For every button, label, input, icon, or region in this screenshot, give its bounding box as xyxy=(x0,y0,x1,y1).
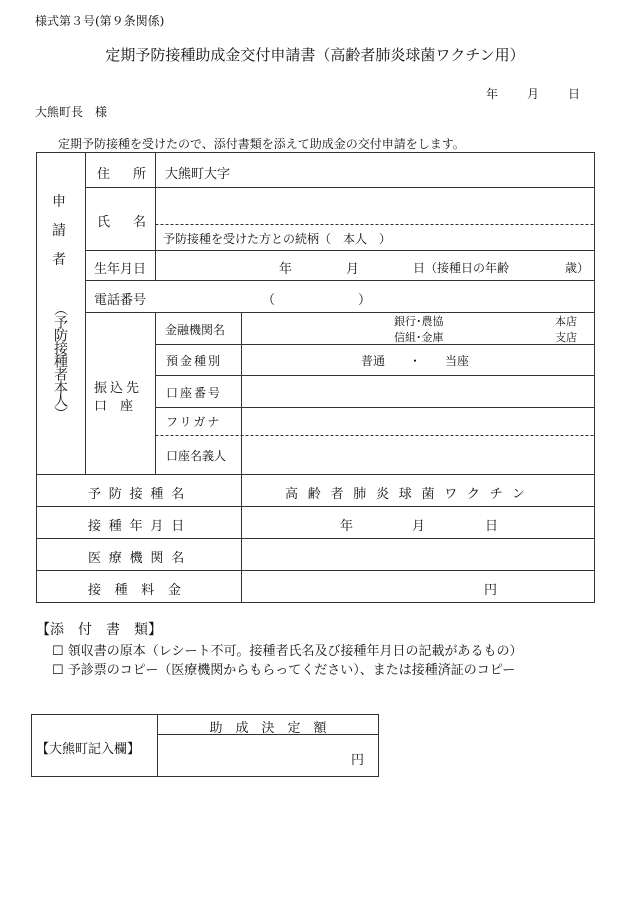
office-label: 【大熊町記入欄】 xyxy=(36,742,141,757)
head-office[interactable]: 本店 xyxy=(555,315,577,328)
name-label-1: 氏 xyxy=(97,215,111,230)
addressee: 大熊町長 様 xyxy=(35,105,108,119)
intro-text: 定期予防接種を受けたので、添付書類を添えて助成金の交付申請をします。 xyxy=(58,137,465,151)
fee-unit[interactable]: 円 xyxy=(484,583,498,598)
vaccine-name: 高齢者肺炎球菌ワクチン xyxy=(285,487,535,502)
branch[interactable]: 支店 xyxy=(555,331,577,344)
decision-label: 助 成 決 定 額 xyxy=(209,721,327,736)
birth-month[interactable]: 月 xyxy=(346,262,360,277)
attachments-heading: 【添 付 書 類】 xyxy=(36,622,162,638)
attachment-item xyxy=(52,640,522,659)
decision-unit[interactable]: 円 xyxy=(351,753,365,768)
applicant-sub: （予防接種者本人） xyxy=(52,302,68,419)
furigana-label: フリガナ xyxy=(166,415,222,429)
birth-label: 生年月日 xyxy=(94,262,147,277)
phone-open[interactable]: （ xyxy=(262,293,276,308)
holder-label: 口座名義人 xyxy=(166,449,227,463)
attachment-text: 領収書の原本（レシート不可。接種者氏名及び接種年月日の記載があるもの） xyxy=(67,644,523,659)
vaccination-day[interactable]: 日 xyxy=(485,519,499,534)
address-field[interactable]: 大熊町大字 xyxy=(165,167,231,182)
account-number-label: 口座番号 xyxy=(166,386,223,400)
vaccination-date-label: 接種年月日 xyxy=(88,519,193,534)
fee-label: 接種料金 xyxy=(88,583,195,598)
date-year[interactable]: 年 xyxy=(486,87,499,101)
name-field[interactable] xyxy=(157,189,593,223)
account-type-options[interactable]: 普通 ・ 当座 xyxy=(361,354,470,368)
vaccine-label: 予防接種名 xyxy=(88,487,193,502)
phone-label: 電話番号 xyxy=(94,293,147,308)
birth-year[interactable]: 年 xyxy=(279,262,293,277)
account-number-field[interactable] xyxy=(243,377,593,406)
applicant-main: 申請者 xyxy=(52,194,66,268)
furigana-field[interactable] xyxy=(243,409,593,434)
credit-types[interactable]: 信組･金庫 xyxy=(394,331,444,344)
checkbox-icon[interactable]: ☐ xyxy=(52,644,64,659)
institution-label: 金融機関名 xyxy=(165,323,226,337)
date-day[interactable]: 日 xyxy=(568,87,581,101)
page-title: 定期予防接種助成金交付申請書（高齢者肺炎球菌ワクチン用） xyxy=(105,46,525,64)
bank-group-label-2: 口 座 xyxy=(94,399,134,414)
birth-age-unit[interactable]: 歳） xyxy=(565,261,590,275)
form-number: 様式第３号(第９条関係) xyxy=(35,14,165,28)
attachment-item xyxy=(52,659,515,678)
clinic-label: 医療機関名 xyxy=(88,551,193,566)
clinic-field[interactable] xyxy=(243,540,593,569)
birth-day-age[interactable]: 日（接種日の年齢 xyxy=(413,261,510,275)
attachment-text: 予診票のコピー（医療機関からもらってください）、または接種済証のコピー xyxy=(67,663,516,678)
checkbox-icon[interactable]: ☐ xyxy=(52,663,64,678)
holder-field[interactable] xyxy=(243,437,593,473)
date-month[interactable]: 月 xyxy=(527,87,540,101)
bank-types[interactable]: 銀行･農協 xyxy=(394,315,444,328)
account-type-label: 預金種別 xyxy=(166,354,223,368)
address-label-1: 住 xyxy=(97,167,111,182)
bank-group-label-1: 振込先 xyxy=(94,381,143,396)
name-label-2: 名 xyxy=(133,215,147,230)
applicant-label xyxy=(51,188,67,275)
relation-text[interactable]: 予防接種を受けた方との続柄（ 本人 ） xyxy=(163,232,392,246)
phone-close[interactable]: ） xyxy=(358,293,372,308)
vaccination-year[interactable]: 年 xyxy=(340,519,354,534)
address-label-2: 所 xyxy=(133,167,147,182)
vaccination-month[interactable]: 月 xyxy=(412,519,426,534)
